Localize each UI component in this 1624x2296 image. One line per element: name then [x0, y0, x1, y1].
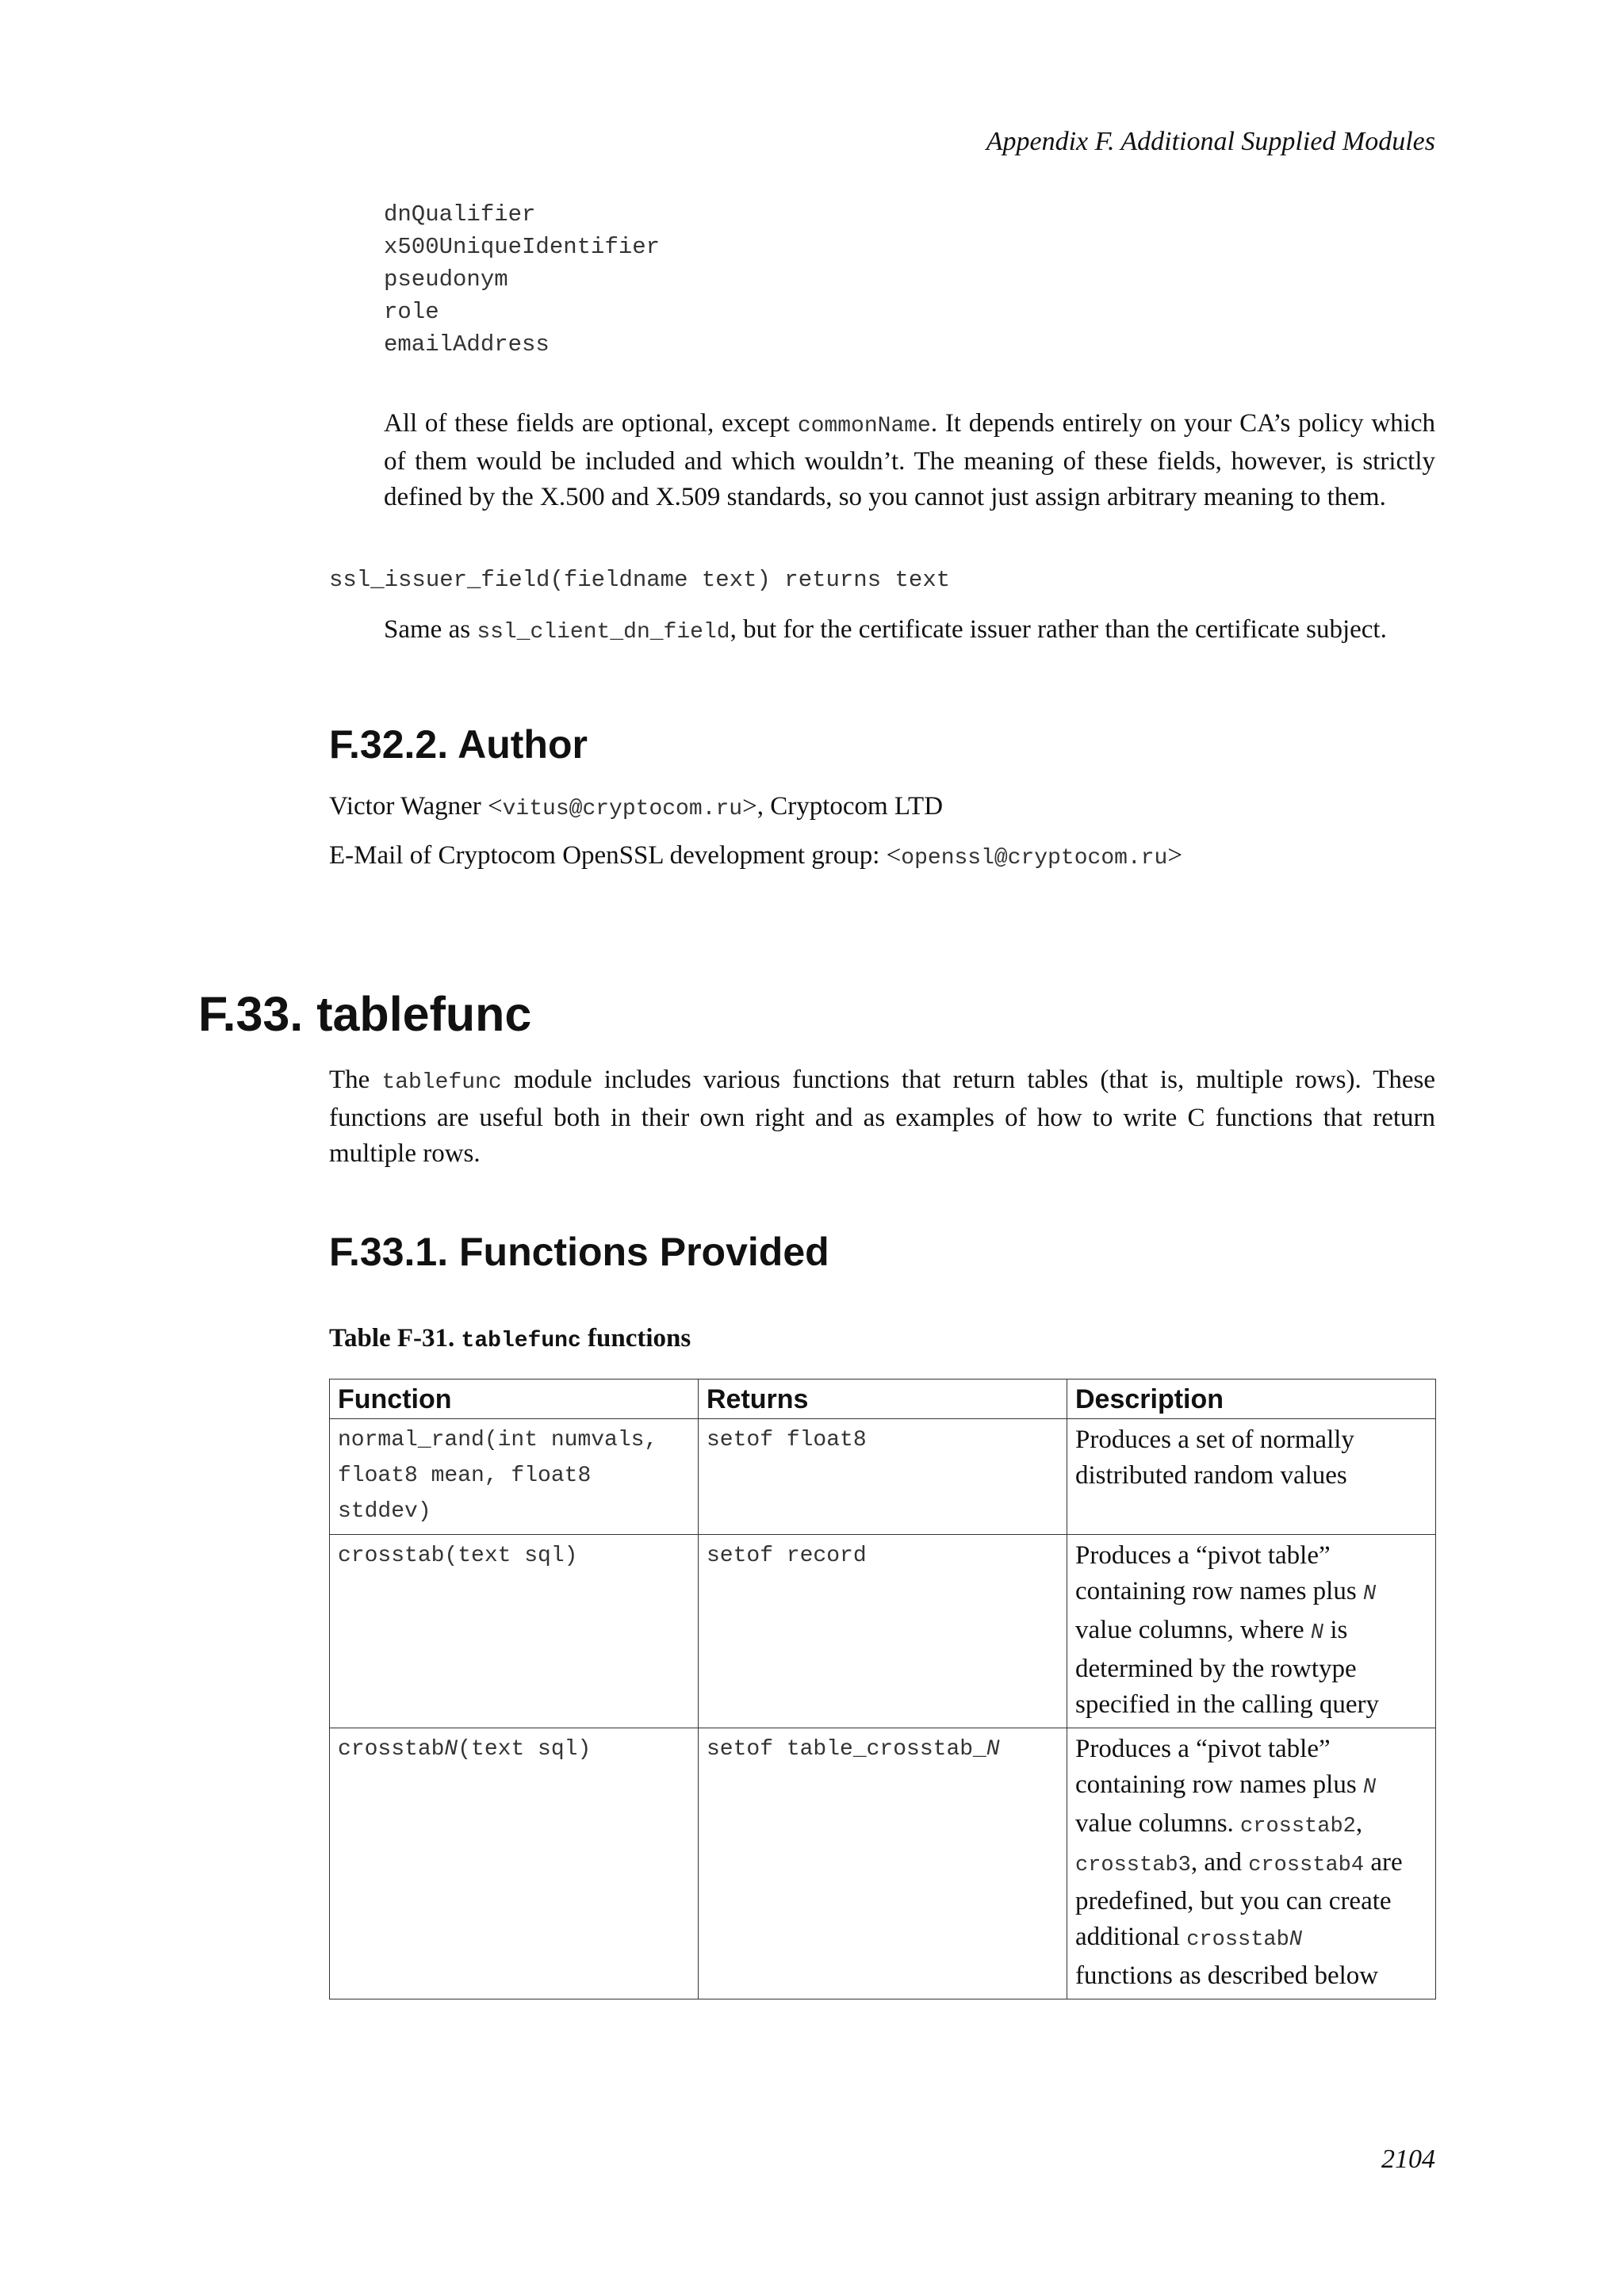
returns-cell: setof float8	[699, 1419, 1067, 1535]
table-row	[330, 1535, 1436, 1728]
table-caption: Table F-31. tablefunc functions	[329, 1324, 691, 1353]
returns-cell: setof table_crosstab_N	[699, 1728, 1067, 1999]
inline-code: tablefunc	[461, 1329, 581, 1353]
placeholder-n: N	[1362, 1582, 1377, 1606]
function-cell: normal_rand(int numvals, float8 mean, float8 stddev)	[330, 1419, 699, 1535]
inline-code: ssl_client_dn_field	[477, 620, 730, 645]
email-link[interactable]: vitus@cryptocom.ru	[502, 797, 743, 821]
column-header: Description	[1067, 1380, 1436, 1419]
placeholder-n: N	[1310, 1621, 1324, 1645]
description-cell: Produces a “pivot table” containing row names plus N value columns. crosstab2, crosstab3, and crosstab4 are predefined, but you can create additional crosstabN functions as described below	[1067, 1728, 1436, 1999]
field-name: pseudonym	[384, 266, 508, 293]
returns-cell: setof record	[699, 1535, 1067, 1728]
author-line: Victor Wagner <vitus@cryptocom.ru>, Cryptocom LTD	[329, 792, 944, 821]
placeholder-n: N	[1362, 1776, 1377, 1800]
field-name: dnQualifier	[384, 201, 536, 228]
issuer-field-description: Same as ssl_client_dn_field, but for the certificate issuer rather than the certificate subject.	[384, 615, 1387, 645]
certificate-field-list	[384, 198, 660, 361]
function-cell: crosstab(text sql)	[330, 1535, 699, 1728]
section-heading-tablefunc: F.33. tablefunc	[198, 987, 532, 1041]
function-cell: crosstabN(text sql)	[330, 1728, 699, 1999]
optional-fields-paragraph: All of these fields are optional, except commonName. It depends entirely on your CA’s policy which of them would be included and which wouldn’t. The meaning of these fields, however, is strictly defined by the X.500 and X.509 standards, so you cannot just assign arbitrary meaning to them.	[384, 409, 1435, 511]
functions-table	[329, 1379, 1436, 1999]
section-heading-functions-provided: F.33.1. Functions Provided	[329, 1230, 829, 1274]
inline-code: crosstab4	[1248, 1854, 1365, 1877]
tablefunc-intro-paragraph: The tablefunc module includes various functions that return tables (that is, multiple rows). These functions are useful both in their own right and as examples of how to write C functions that return multiple rows.	[329, 1066, 1435, 1168]
page-number: 2104	[1381, 2145, 1435, 2174]
inline-code: commonName	[797, 414, 931, 438]
column-header: Function	[330, 1380, 699, 1419]
table-row	[330, 1728, 1436, 1999]
field-name: emailAddress	[384, 331, 550, 358]
inline-code: crosstab2	[1240, 1815, 1356, 1839]
placeholder-n: N	[444, 1737, 458, 1762]
inline-code: tablefunc	[381, 1070, 502, 1095]
table-header-row	[330, 1380, 1436, 1419]
inline-code: crosstab3	[1075, 1854, 1191, 1877]
function-signature: ssl_issuer_field(fieldname text) returns text	[329, 567, 951, 593]
inline-code: crosstabN	[1186, 1928, 1303, 1952]
table-row	[330, 1419, 1436, 1535]
email-link[interactable]: openssl@cryptocom.ru	[901, 846, 1168, 871]
description-cell: Produces a set of normally distributed random values	[1067, 1419, 1436, 1535]
email-line: E-Mail of Cryptocom OpenSSL development group: <openssl@cryptocom.ru>	[329, 841, 1182, 871]
description-cell: Produces a “pivot table” containing row names plus N value columns, where N is determined by the rowtype specified in the calling query	[1067, 1535, 1436, 1728]
running-header: Appendix F. Additional Supplied Modules	[986, 127, 1435, 156]
column-header: Returns	[699, 1380, 1067, 1419]
field-name: role	[384, 299, 439, 325]
field-name: x500UniqueIdentifier	[384, 234, 661, 260]
placeholder-n: N	[986, 1737, 1000, 1762]
section-heading-author: F.32.2. Author	[329, 722, 588, 767]
